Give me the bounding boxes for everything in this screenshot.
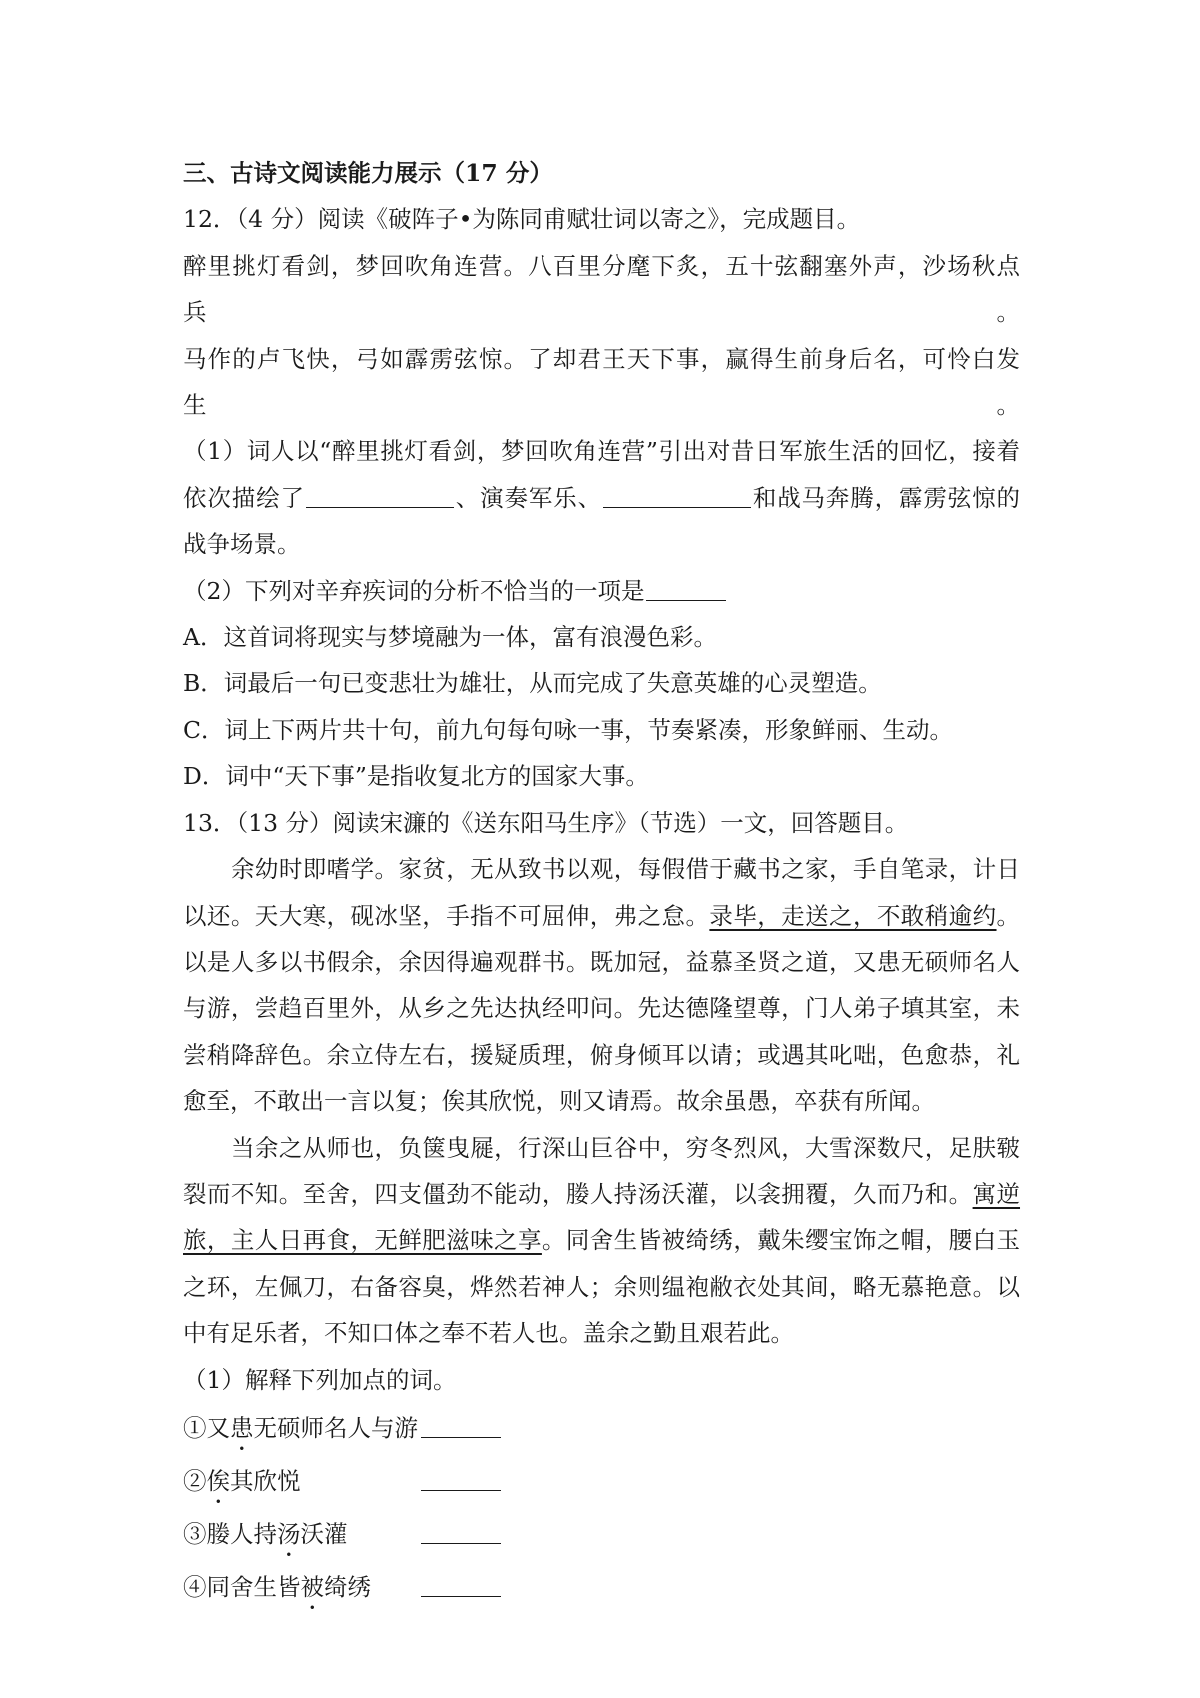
- vocab-item-3: [183, 1509, 1020, 1562]
- q12-sub1-text-b: 、演奏军乐、: [454, 483, 602, 512]
- para2-underlined: 寓逆旅，主人日再食，无鲜肥滋味之享: [183, 1179, 1021, 1255]
- section-title: 三、古诗文阅读能力展示（17 分）: [183, 159, 553, 187]
- vocab-blank-2[interactable]: [421, 1466, 501, 1491]
- option-b: B．词最后一句已变悲壮为雄壮，从而完成了失意英雄的心灵塑造。: [183, 669, 882, 698]
- vocab-blank-3[interactable]: [421, 1519, 501, 1544]
- q12-sub1-text-a: 依次描绘了: [183, 483, 305, 512]
- vocab-2-pre: ②: [183, 1466, 207, 1495]
- poem-line-2: 马作的卢飞快，弓如霹雳弦惊。了却君王天下事，赢得生前身后名，可怜白发生。: [183, 344, 1020, 420]
- vocab-2-dotted: 俟: [206, 1466, 230, 1495]
- vocab-item-4: [183, 1562, 1020, 1615]
- option-d: D．词中“天下事”是指收复北方的国家大事。: [183, 762, 649, 791]
- q13-sub1: （1）解释下列加点的词。: [183, 1365, 457, 1394]
- passage-paragraph-2: [183, 1125, 1020, 1357]
- para1-text-a: 余幼时即嗜学。家贫，无从致书以观，每假借于藏书之家，手自笔录，计日以还。天大寒，砚冰坚，手指不可屈伸，弗之怠。: [183, 855, 1020, 930]
- vocab-3-dotted: 汤: [277, 1519, 301, 1548]
- q12-sub1-line1: （1）词人以“醉里挑灯看剑，梦回吹角连营”引出对昔日军旅生活的回忆，接着: [183, 437, 1020, 466]
- q12-sub1-text-c: 和战马奔腾，霹雳弦惊的: [751, 483, 1021, 512]
- vocab-4-dotted: 被: [300, 1572, 324, 1601]
- answer-blank-3[interactable]: [646, 576, 726, 601]
- vocab-1-pre: ①又: [183, 1413, 230, 1442]
- q12-sub2-text: （2）下列对辛弃疾词的分析不恰当的一项是: [183, 576, 645, 605]
- vocab-item-2: [183, 1456, 1020, 1509]
- q12-sub1-line3: 战争场景。: [183, 530, 301, 559]
- q13-intro: 13．（13 分）阅读宋濂的《送东阳马生序》（节选）一文，回答题目。: [183, 808, 909, 837]
- option-c: C．词上下两片共十句，前九句每句咏一事，节奏紧凑，形象鲜丽、生动。: [183, 715, 953, 744]
- vocab-3-pre: ③媵人持: [183, 1519, 277, 1548]
- answer-blank-2[interactable]: [603, 483, 751, 508]
- para2-text-a: 当余之从师也，负箧曳屣，行深山巨谷中，穷冬烈风，大雪深数尺，足肤皲裂而不知。至舍，四支僵劲不能动，媵人持汤沃灌，以衾拥覆，久而乃和。: [183, 1133, 1020, 1208]
- vocab-1-dotted: 患: [230, 1413, 254, 1442]
- vocab-1-post: 无硕师名人与游: [253, 1413, 418, 1442]
- vocab-blank-1[interactable]: [421, 1413, 501, 1438]
- q12-sub2: [183, 568, 1020, 614]
- option-a: A．这首词将现实与梦境融为一体，富有浪漫色彩。: [183, 623, 717, 652]
- vocab-3-post: 沃灌: [300, 1519, 348, 1548]
- vocab-4-pre: ④同舍生皆: [183, 1572, 301, 1601]
- vocab-blank-4[interactable]: [421, 1572, 501, 1597]
- para1-text-b: 。以是人多以书假余，余因得遍观群书。既加冠，益慕圣贤之道，又患无硕师名人与游，尝趋百里外，从乡之先达执经叩问。先达德隆望尊，门人弟子填其室，未尝稍降辞色。余立侍左右，援疑质理，俯身倾耳以请；或遇其叱咄，色愈恭，礼愈至，不敢出一言以复；俟其欣悦，则又请焉。故余虽愚，卒获有所闻。: [183, 901, 1021, 1116]
- para2-text-b: 。同舍生皆被绮绣，戴朱缨宝饰之帽，腰白玉之环，左佩刀，右备容臭，烨然若神人；余则缊袍敝衣处其间，略无慕艳意。以中有足乐者，不知口体之奉不若人也。盖余之勤且艰若此。: [183, 1226, 1021, 1348]
- passage-paragraph-1: [183, 846, 1020, 1124]
- poem-line-1: 醉里挑灯看剑，梦回吹角连营。八百里分麾下炙，五十弦翻塞外声，沙场秋点兵。: [183, 251, 1020, 327]
- q12-sub1-line2: [183, 475, 1020, 521]
- answer-blank-1[interactable]: [306, 483, 454, 508]
- vocab-2-post: 其欣悦: [230, 1466, 301, 1495]
- q12-intro: 12．（4 分）阅读《破阵子•为陈同甫赋壮词以寄之》，完成题目。: [183, 205, 861, 234]
- para1-underlined: 录毕，走送之，不敢稍逾约: [709, 901, 997, 930]
- vocab-item-1: [183, 1403, 1020, 1456]
- vocab-4-post: 绮绣: [324, 1572, 371, 1601]
